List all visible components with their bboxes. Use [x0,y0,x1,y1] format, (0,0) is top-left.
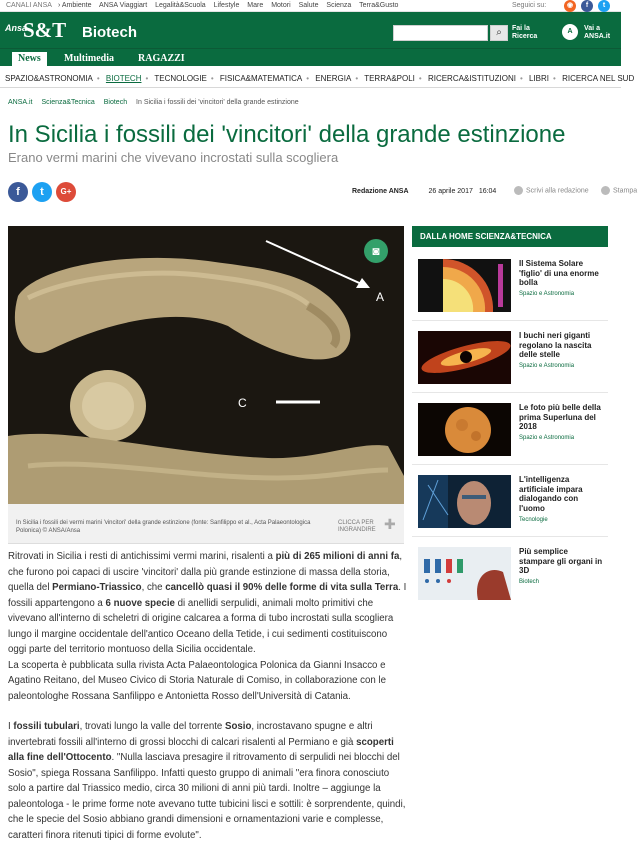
breadcrumb-biotech[interactable]: Biotech [103,99,128,106]
article-body [8,549,408,843]
news-category[interactable]: Tecnologie [519,517,548,523]
sidebar-news-item[interactable] [412,395,608,465]
topic-nav: SPAZIO&ASTRONOMIA • BIOTECH • TECNOLOGIE • FISICA&MATEMATICA • ENERGIA • TERRA&POLI • RICERCA&ISTITUZIONI • LIBRI • RICERCA NEL SUD [0,66,621,88]
article-image[interactable] [8,226,404,504]
news-thumbnail [418,403,511,456]
main-tabs [0,48,621,66]
topic-terra-poli[interactable]: TERRA&POLI [364,74,415,83]
section-title: Biotech [82,24,138,41]
search-button[interactable]: ⌕ [490,25,508,41]
topic-ricerca-sud[interactable]: RICERCA NEL SUD [562,74,635,83]
topic-libri[interactable]: LIBRI [529,74,550,83]
article-subtitle: Erano vermi marini che vivevano incrostati sulla scogliera [8,150,339,165]
tab-multimedia[interactable]: Multimedia [64,53,114,64]
sidebar-heading[interactable]: DALLA HOME SCIENZA&TECNICA [412,226,608,247]
news-title[interactable]: Le foto più belle della prima Superluna del 2018 [519,403,601,431]
mail-icon [514,186,523,195]
article-author: Redazione ANSA [352,188,409,195]
twitter-icon[interactable]: t [598,0,610,12]
breadcrumb-current: In Sicilia i fossili dei 'vincitori' della grande estinzione [136,99,299,106]
share-twitter-icon[interactable]: t [32,182,52,202]
logo-ansa-text: Ansa [5,23,28,33]
news-category[interactable]: Biotech [519,579,540,585]
research-link-line2: Ricerca [512,33,538,40]
article-time: 16:04 [478,188,497,195]
channel-link-scienza[interactable]: Scienza [326,2,352,9]
channels-label: CANALI ANSA [6,2,52,9]
topic-tecnologie[interactable]: TECNOLOGIE [154,74,207,83]
news-title[interactable]: Il Sistema Solare 'figlio' di una enorme bolla [519,259,599,287]
channel-link-salute[interactable]: Salute [298,2,319,9]
topic-fisica[interactable]: FISICA&MATEMATICA [219,74,303,83]
top-bar [0,0,621,12]
news-thumbnail [418,475,511,528]
figure-label-a: A [376,290,385,304]
search-input[interactable] [393,25,488,41]
print-icon [601,186,610,195]
news-title[interactable]: L'intelligenza artificiale impara dialogando con l'uomo [519,475,583,513]
paragraph-1: Ritrovati in Sicilia i resti di antichissimi vermi marini, risalenti a più di 265 milioni di anni fa, che furono poi capaci di uscire 'vincitori' dalla più grande estinzione di massa della storia, quella del Permiano-Triassico, che cancellò quasi il 90% delle forme di vita sulla Terra. I fossili appartengono a 6 nuove specie di anellidi serpulidi, animali molto primitivi che vivevano all'interno di scheletri di origine calcarea a forma di tubo incrostati sulla scogliera lungo il margine occidentale dell'antico Oceano della Tetide, i cui sedimenti costituiscono oggi parte del territorio montuoso della Sicilia occidentale. [8,551,407,655]
follow-label: Seguici su: [512,2,547,9]
news-title[interactable]: Più semplice stampare gli organi in 3D [519,547,603,575]
topic-energia[interactable]: ENERGIA [315,74,352,83]
channel-link-motori[interactable]: Motori [271,2,291,9]
rss-icon[interactable]: ◉ [564,0,576,12]
sidebar-news-item[interactable] [412,467,608,537]
news-thumbnail [418,259,511,312]
news-title[interactable]: I buchi neri giganti regolano la nascita delle stelle [519,331,592,359]
share-facebook-icon[interactable]: f [8,182,28,202]
print-label: Stampa [613,187,638,195]
channel-link-legalita[interactable]: Legalità&Scuola [155,2,206,9]
paragraph-3: I fossili tubulari, trovati lungo la valle del torrente Sosio, incrostavano spugne e altri invertebrati fossili all'interno di grossi blocchi di calcari risalenti al Permiano e già scoperti alla fine dell'Ottocento. "Nulla lasciava presagire il ritrovamento di serpulidi nei blocchi del Sosio", spiega Rossana Sanfilippo. Infatti questo gruppo di animali "era finora conosciuto solo a partire dal Triassico medio, circa 30 milioni di anni più tardi. Inoltre – aggiunge la paleontologa - le prime forme note avevano tutte tubicini lisci e sottili: è sorprendente, quindi, che le specie del Sosio abbiano grandi dimensioni e ornamentazioni varie e complesse, caratteri finora ritenuti tipici di forme evolute". [8,721,406,841]
enlarge-line2: INGRANDIRE [338,527,376,533]
news-category[interactable]: Spazio e Astronomia [519,363,575,369]
channel-link-mare[interactable]: Mare [247,2,264,9]
tab-ragazzi[interactable]: RAGAZZI [138,53,185,64]
topic-ricerca-istituzioni[interactable]: RICERCA&ISTITUZIONI [427,74,516,83]
topic-biotech[interactable]: BIOTECH [105,74,142,83]
tab-news[interactable]: News [12,52,47,67]
plus-icon[interactable]: ✚ [384,516,396,532]
channels-links [58,2,404,9]
enlarge-link[interactable] [338,520,376,534]
goto-ansa-link[interactable] [584,25,610,41]
print-link[interactable] [601,186,637,195]
channel-link-lifestyle[interactable]: Lifestyle [213,2,240,9]
ansa-logo-icon[interactable]: A [562,24,578,40]
sidebar-news-item[interactable] [412,251,608,321]
sidebar-news-item[interactable] [412,539,608,609]
research-link[interactable] [512,25,537,41]
news-category[interactable]: Spazio e Astronomia [519,435,575,441]
breadcrumb [8,99,306,106]
article-title: In Sicilia i fossili dei 'vincitori' della grande estinzione [8,121,566,148]
image-caption-box [8,504,404,544]
paragraph-2: La scoperta è pubblicata sulla rivista Acta Palaeontologica Polonica da Gianni Insacco e Agatino Reitano, del Museo Civico di Storia Naturale di Comiso, in collaborazione con le paleontologhe Rossana Sanfilippo e Antonietta Rosso dell'Università di Catania. [8,659,387,702]
sidebar-news-item[interactable] [412,323,608,393]
breadcrumb-ansa[interactable]: ANSA.it [8,99,33,106]
write-to-editor-link[interactable] [514,186,589,195]
goto-ansa-line1: Vai a [584,25,600,32]
channel-link-terragusto[interactable]: Terra&Gusto [359,2,399,9]
channel-link-ambiente[interactable]: › Ambiente [58,2,92,9]
logo-st-text: S&T [23,18,67,42]
research-link-line1: Fai la [512,25,530,32]
news-thumbnail [418,547,511,600]
enlarge-line1: CLICCA PER [338,520,374,526]
facebook-icon[interactable]: f [581,0,593,12]
article-date: 26 aprile 2017 [428,188,473,195]
news-category[interactable]: Spazio e Astronomia [519,291,575,297]
figure-label-c: C [238,396,247,410]
share-googleplus-icon[interactable]: G+ [56,182,76,202]
fossil-photo [8,226,404,504]
channel-link-viaggiart[interactable]: ANSA Viaggiart [99,2,148,9]
write-to-editor-label: Scrivi alla redazione [526,187,589,195]
article-meta [352,188,496,195]
topic-spazio[interactable]: SPAZIO&ASTRONOMIA [5,74,93,83]
news-thumbnail [418,331,511,384]
camera-icon[interactable]: ◙ [364,239,388,263]
goto-ansa-line2: ANSA.it [584,33,611,40]
breadcrumb-scienza[interactable]: Scienza&Tecnica [41,99,95,106]
image-caption: In Sicilia i fossili dei vermi marini 'vincitori' della grande estinzione (fonte: Sanfilippo et al., Acta Palaeontologica Polonica) © ANSA/Ansa [16,520,311,534]
